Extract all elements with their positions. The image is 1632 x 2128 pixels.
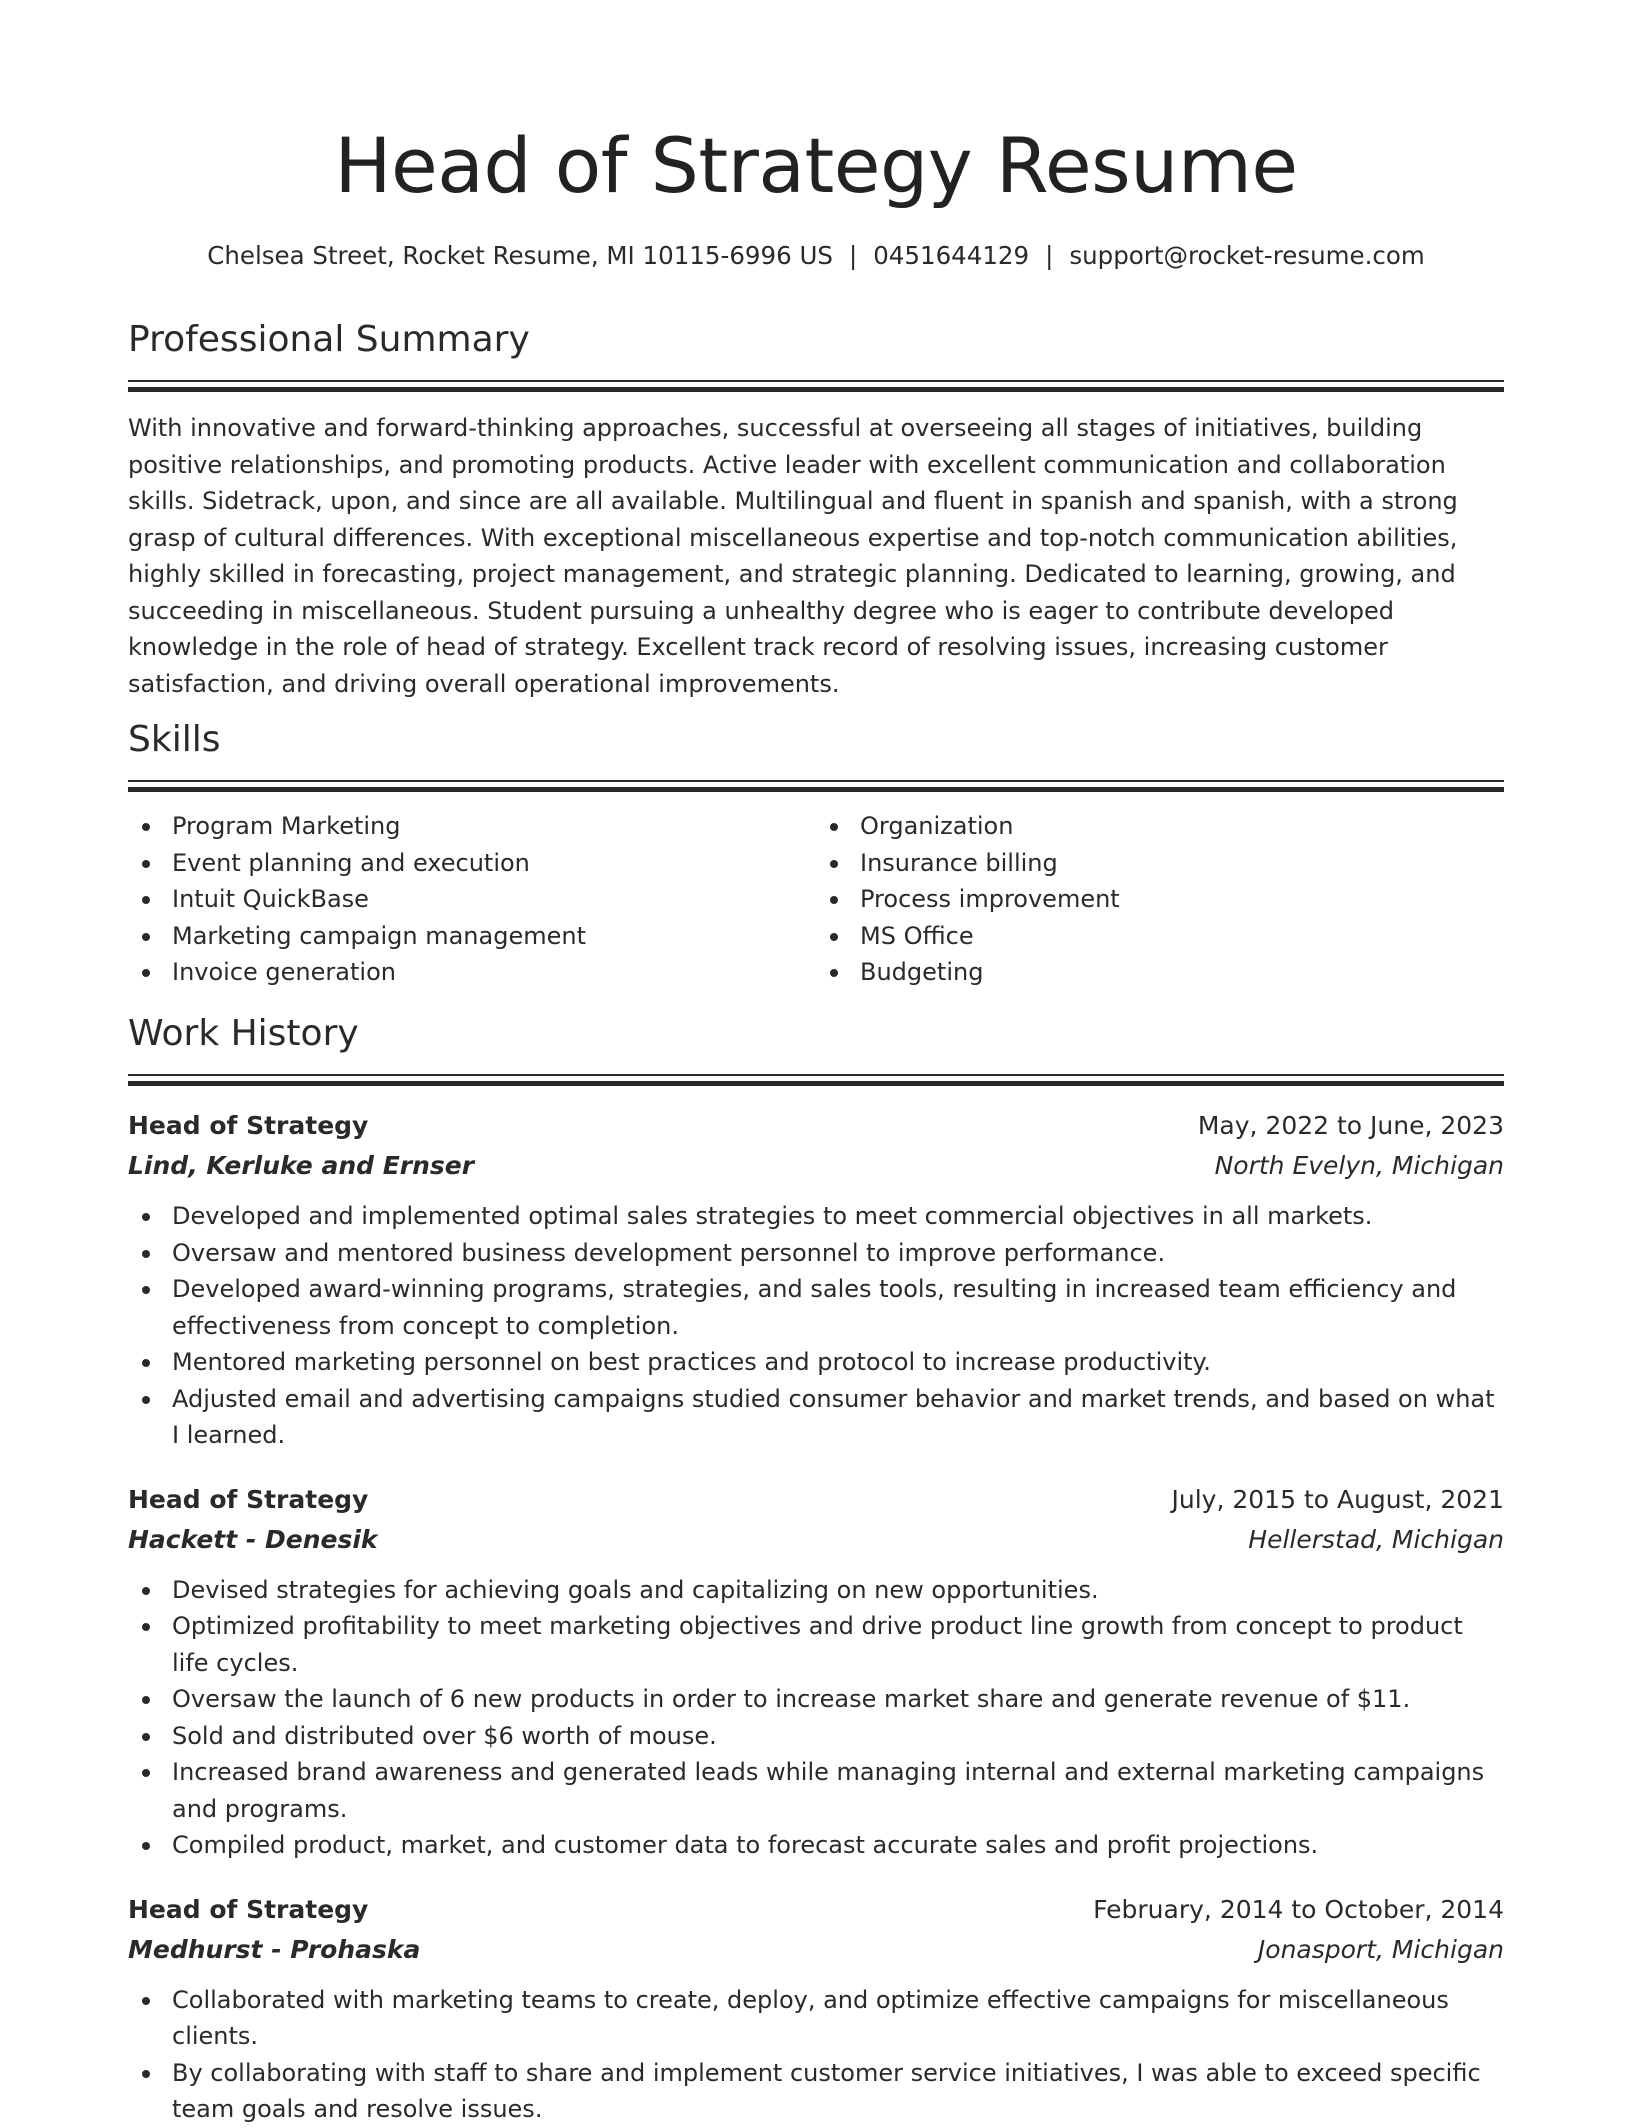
job-subheader-row — [128, 1520, 1504, 1560]
job-bullet: Increased brand awareness and generated leads while managing internal and external marketing campaigns and programs. — [172, 1754, 1504, 1827]
job-bullets — [128, 1198, 1504, 1454]
job-location: Hellerstad, Michigan — [1248, 1524, 1504, 1554]
section-heading-skills: Skills — [128, 719, 221, 760]
job-bullet: Adjusted email and advertising campaigns studied consumer behavior and market trends, and based on what I learned. — [172, 1381, 1504, 1454]
contact-line — [0, 236, 1632, 276]
job-company: Medhurst - Prohaska — [128, 1934, 421, 1964]
job-entry — [128, 1106, 1504, 1454]
skill-item: Process improvement — [860, 881, 1504, 918]
contact-separator: | — [1045, 241, 1054, 270]
job-subheader-row — [128, 1146, 1504, 1186]
contact-phone: 0451644129 — [873, 241, 1030, 270]
skill-item: Marketing campaign management — [172, 918, 816, 955]
job-entry — [128, 1890, 1504, 2128]
professional-summary-section — [128, 314, 1504, 702]
job-title: Head of Strategy — [128, 1111, 369, 1140]
job-bullets — [128, 1572, 1504, 1864]
job-title: Head of Strategy — [128, 1484, 369, 1514]
job-header-row — [128, 1480, 1504, 1520]
contact-separator: | — [848, 241, 858, 270]
job-dates: May, 2022 to June, 2023 — [1197, 1111, 1504, 1140]
summary-text: With innovative and forward-thinking approaches, successful at overseeing all stages of initiatives, building positive relationships, and promoting products. Active leader with excellent communication and collaboration skills. Sidetrack, upon, and since are all available. Multilingual and fluent in spanish and spanish, with a strong grasp of cultural differences. With exceptional miscellaneous expertise and top-notch communication abilities, highly skilled in forecasting, project management, and strategic planning. Dedicated to learning, growing, and succeeding in miscellaneous. Student pursuing a unhealthy degree who is eager to contribute developed knowledge in the role of head of strategy. Excellent track record of resolving issues, increasing customer satisfaction, and driving overall operational improvements. — [128, 414, 1458, 698]
job-bullet: Mentored marketing personnel on best practices and protocol to increase productivity. — [172, 1344, 1504, 1381]
job-bullets — [128, 1982, 1504, 2128]
job-company: Lind, Kerluke and Ernser — [128, 1151, 475, 1180]
skills-column-left — [128, 808, 816, 991]
job-bullet: Developed and implemented optimal sales strategies to meet commercial objectives in all markets. — [172, 1198, 1504, 1235]
section-rule — [128, 780, 1504, 790]
resume-title: Head of Strategy Resume — [334, 121, 1298, 210]
skill-item: Budgeting — [860, 954, 1504, 991]
job-header-row — [128, 1106, 1504, 1146]
job-header-row — [128, 1890, 1504, 1930]
job-bullet: Sold and distributed over $6 worth of mouse. — [172, 1718, 1504, 1755]
job-bullet: Developed award-winning programs, strategies, and sales tools, resulting in increased team efficiency and effectiveness from concept to completion. — [172, 1271, 1504, 1344]
job-bullet: Oversaw and mentored business development personnel to improve performance. — [172, 1235, 1504, 1272]
job-dates: February, 2014 to October, 2014 — [1093, 1894, 1504, 1924]
work-history-section — [128, 1008, 1504, 2128]
section-rule — [128, 1074, 1504, 1084]
job-entry — [128, 1480, 1504, 1864]
job-dates: July, 2015 to August, 2021 — [1171, 1484, 1504, 1514]
job-location: Jonasport, Michigan — [1257, 1934, 1504, 1964]
job-subheader-row — [128, 1930, 1504, 1970]
job-company: Hackett - Denesik — [128, 1524, 378, 1554]
skill-item: Program Marketing — [172, 808, 816, 845]
job-bullet: Optimized profitability to meet marketing objectives and drive product line growth from concept to product life cycles. — [172, 1608, 1504, 1681]
section-rule — [128, 380, 1504, 390]
contact-address: Chelsea Street, Rocket Resume, MI 10115-6996 US — [207, 241, 833, 270]
section-heading-work: Work History — [128, 1013, 359, 1054]
skill-item: Intuit QuickBase — [172, 881, 816, 918]
skills-column-right — [816, 808, 1504, 991]
job-bullet: Compiled product, market, and customer data to forecast accurate sales and profit projections. — [172, 1827, 1504, 1864]
contact-email: support@rocket-resume.com — [1069, 241, 1425, 270]
skill-item: Event planning and execution — [172, 845, 816, 882]
section-heading-summary: Professional Summary — [128, 319, 530, 360]
job-location: North Evelyn, Michigan — [1214, 1151, 1504, 1180]
skill-item: Insurance billing — [860, 845, 1504, 882]
job-bullet: Devised strategies for achieving goals and capitalizing on new opportunities. — [172, 1572, 1504, 1609]
job-title: Head of Strategy — [128, 1894, 369, 1924]
job-bullet: Collaborated with marketing teams to create, deploy, and optimize effective campaigns for miscellaneous clients. — [172, 1982, 1504, 2055]
skills-columns — [128, 808, 1504, 991]
skills-section — [128, 714, 1504, 991]
skill-item: MS Office — [860, 918, 1504, 955]
job-bullet: Oversaw the launch of 6 new products in order to increase market share and generate revenue of $11. — [172, 1681, 1504, 1718]
job-bullet: By collaborating with staff to share and implement customer service initiatives, I was able to exceed specific team goals and resolve issues. — [172, 2055, 1504, 2128]
skill-item: Organization — [860, 808, 1504, 845]
skill-item: Invoice generation — [172, 954, 816, 991]
